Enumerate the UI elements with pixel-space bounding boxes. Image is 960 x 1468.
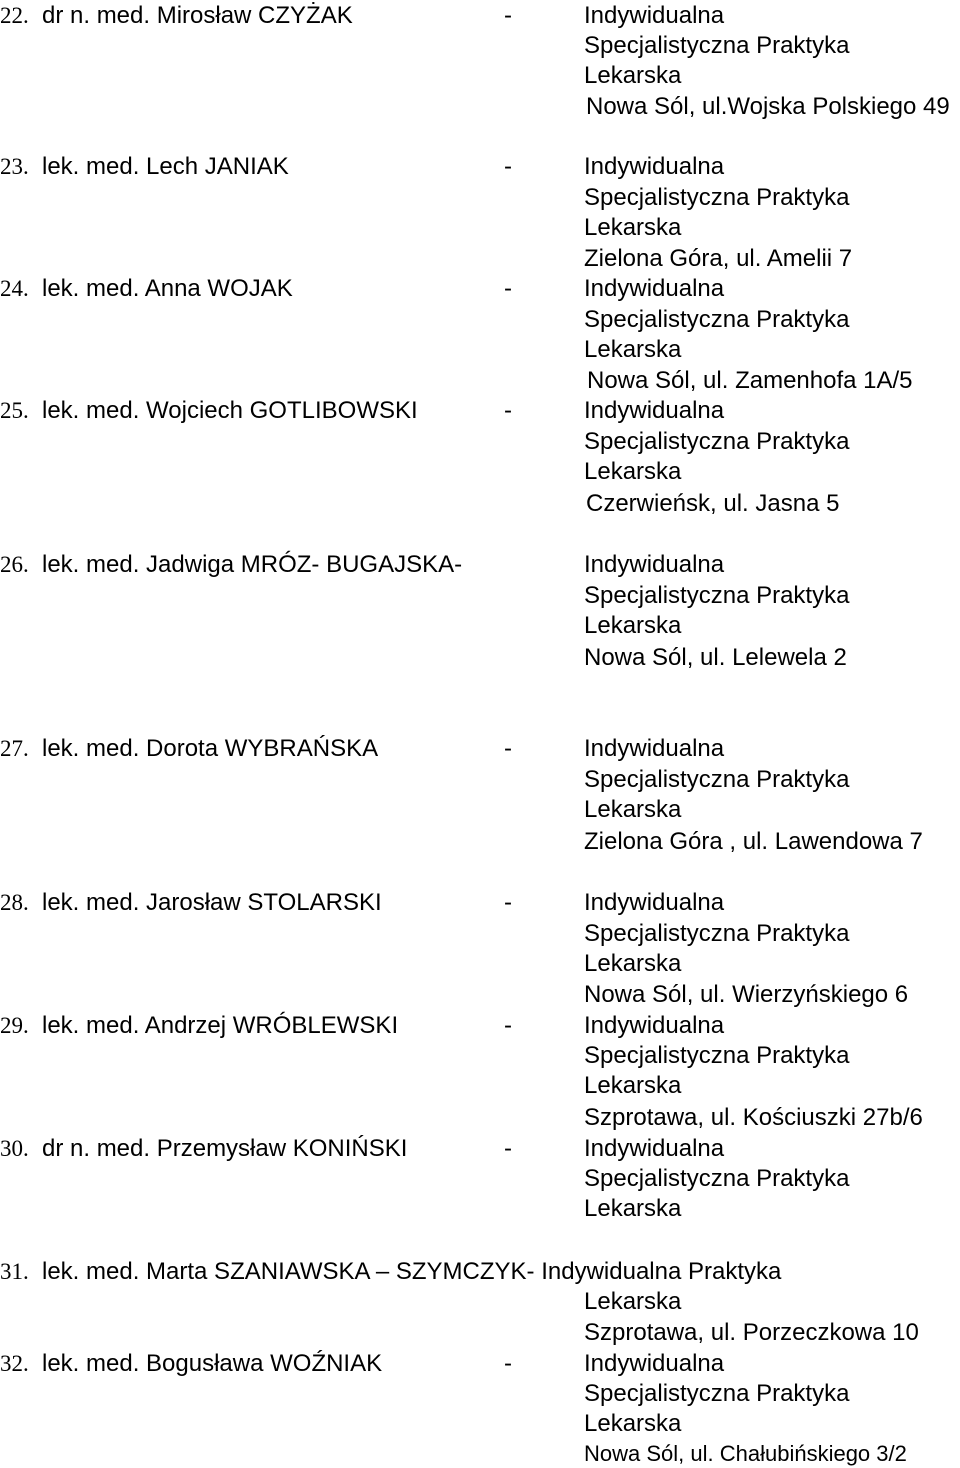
practice-type-line: Lekarska bbox=[584, 1410, 682, 1437]
entry-number: 30. bbox=[0, 1136, 29, 1161]
practice-type-line: Specjalistyczna Praktyka bbox=[584, 1165, 850, 1192]
practice-type-line: Lekarska bbox=[584, 612, 682, 639]
entry-number: 31. bbox=[0, 1259, 29, 1284]
separator-dash: - bbox=[504, 153, 512, 180]
entry-number: 26. bbox=[0, 552, 29, 577]
doctor-name: lek. med. Wojciech GOTLIBOWSKI bbox=[42, 397, 418, 424]
practice-type-line: Lekarska bbox=[584, 950, 682, 977]
doctor-name: lek. med. Jarosław STOLARSKI bbox=[42, 889, 382, 916]
practice-type-line: Specjalistyczna Praktyka bbox=[584, 920, 850, 947]
practice-address: Nowa Sól, ul. Lelewela 2 bbox=[584, 644, 847, 671]
practice-address: Szprotawa, ul. Kościuszki 27b/6 bbox=[584, 1104, 923, 1131]
practice-type-line: Lekarska bbox=[584, 458, 682, 485]
entry-number: 25. bbox=[0, 398, 29, 423]
separator-dash: - bbox=[504, 735, 512, 762]
doctor-name: lek. med. Anna WOJAK bbox=[42, 275, 293, 302]
practice-type-line: Indywidualna bbox=[584, 397, 725, 424]
doctor-name: dr n. med. Mirosław CZYŻAK bbox=[42, 2, 353, 29]
practice-address: Szprotawa, ul. Porzeczkowa 10 bbox=[584, 1319, 919, 1346]
practice-type-line: Specjalistyczna Praktyka bbox=[584, 1380, 850, 1407]
separator-dash: - bbox=[504, 1350, 512, 1377]
separator-dash: - bbox=[504, 1012, 512, 1039]
entry-number: 32. bbox=[0, 1351, 29, 1376]
practice-address: Nowa Sól, ul. Chałubińskiego 3/2 bbox=[584, 1441, 907, 1466]
practice-type-line: Indywidualna bbox=[584, 1350, 725, 1377]
entry-number: 28. bbox=[0, 890, 29, 915]
doctor-name: lek. med. Bogusława WOŹNIAK bbox=[42, 1350, 383, 1377]
separator-dash: - bbox=[504, 1135, 512, 1162]
separator-dash: - bbox=[504, 275, 512, 302]
practice-type-line: Specjalistyczna Praktyka bbox=[584, 582, 850, 609]
separator-dash: - bbox=[504, 397, 512, 424]
doctor-name: lek. med. Lech JANIAK bbox=[42, 153, 289, 180]
practice-address: Czerwieńsk, ul. Jasna 5 bbox=[586, 490, 840, 517]
practice-type-line: Specjalistyczna Praktyka bbox=[584, 306, 850, 333]
practice-address: Zielona Góra , ul. Lawendowa 7 bbox=[584, 828, 923, 855]
doctor-name: lek. med. Andrzej WRÓBLEWSKI bbox=[42, 1012, 399, 1039]
practice-type-line: Specjalistyczna Praktyka bbox=[584, 184, 850, 211]
practice-type-line: Specjalistyczna Praktyka bbox=[584, 766, 850, 793]
practice-type-line: Specjalistyczna Praktyka bbox=[584, 32, 850, 59]
practice-type-line: Lekarska bbox=[584, 214, 682, 241]
practice-type-line: Lekarska bbox=[584, 796, 682, 823]
entry-number: 23. bbox=[0, 154, 29, 179]
practice-type-line: Indywidualna bbox=[584, 735, 725, 762]
doctor-name: lek. med. Jadwiga MRÓZ- BUGAJSKA- bbox=[42, 551, 463, 578]
practice-type-line: Indywidualna bbox=[584, 1135, 725, 1162]
doctor-name: lek. med. Marta SZANIAWSKA – SZYMCZYK- Indywidualna Praktyka bbox=[42, 1258, 782, 1285]
practice-type-line: Indywidualna bbox=[584, 275, 725, 302]
practice-type-line: Specjalistyczna Praktyka bbox=[584, 428, 850, 455]
entry-number: 27. bbox=[0, 736, 29, 761]
separator-dash: - bbox=[504, 889, 512, 916]
doctor-name: dr n. med. Przemysław KONIŃSKI bbox=[42, 1135, 408, 1162]
practice-address: Zielona Góra, ul. Amelii 7 bbox=[584, 245, 853, 272]
practice-type-line: Indywidualna bbox=[584, 2, 725, 29]
entry-number: 22. bbox=[0, 3, 29, 28]
practice-type-line: Indywidualna bbox=[584, 1012, 725, 1039]
doctor-name: lek. med. Dorota WYBRAŃSKA bbox=[42, 735, 379, 762]
practice-type-line: Indywidualna bbox=[584, 889, 725, 916]
practice-address: Nowa Sól, ul.Wojska Polskiego 49 bbox=[586, 93, 950, 120]
practice-type-line: Lekarska bbox=[584, 62, 682, 89]
practice-type-line: Lekarska bbox=[584, 1195, 682, 1222]
practice-type-line: Lekarska bbox=[584, 1072, 682, 1099]
practice-type-line: Indywidualna bbox=[584, 551, 725, 578]
practice-type-line: Lekarska bbox=[584, 336, 682, 363]
separator-dash: - bbox=[504, 2, 512, 29]
practice-type-line: Specjalistyczna Praktyka bbox=[584, 1042, 850, 1069]
practice-type-line: Indywidualna bbox=[584, 153, 725, 180]
entry-number: 24. bbox=[0, 276, 29, 301]
practice-address: Nowa Sól, ul. Zamenhofa 1A/5 bbox=[587, 367, 913, 394]
entry-number: 29. bbox=[0, 1013, 29, 1038]
practice-type-line: Lekarska bbox=[584, 1288, 682, 1315]
practice-address: Nowa Sól, ul. Wierzyńskiego 6 bbox=[584, 981, 909, 1008]
